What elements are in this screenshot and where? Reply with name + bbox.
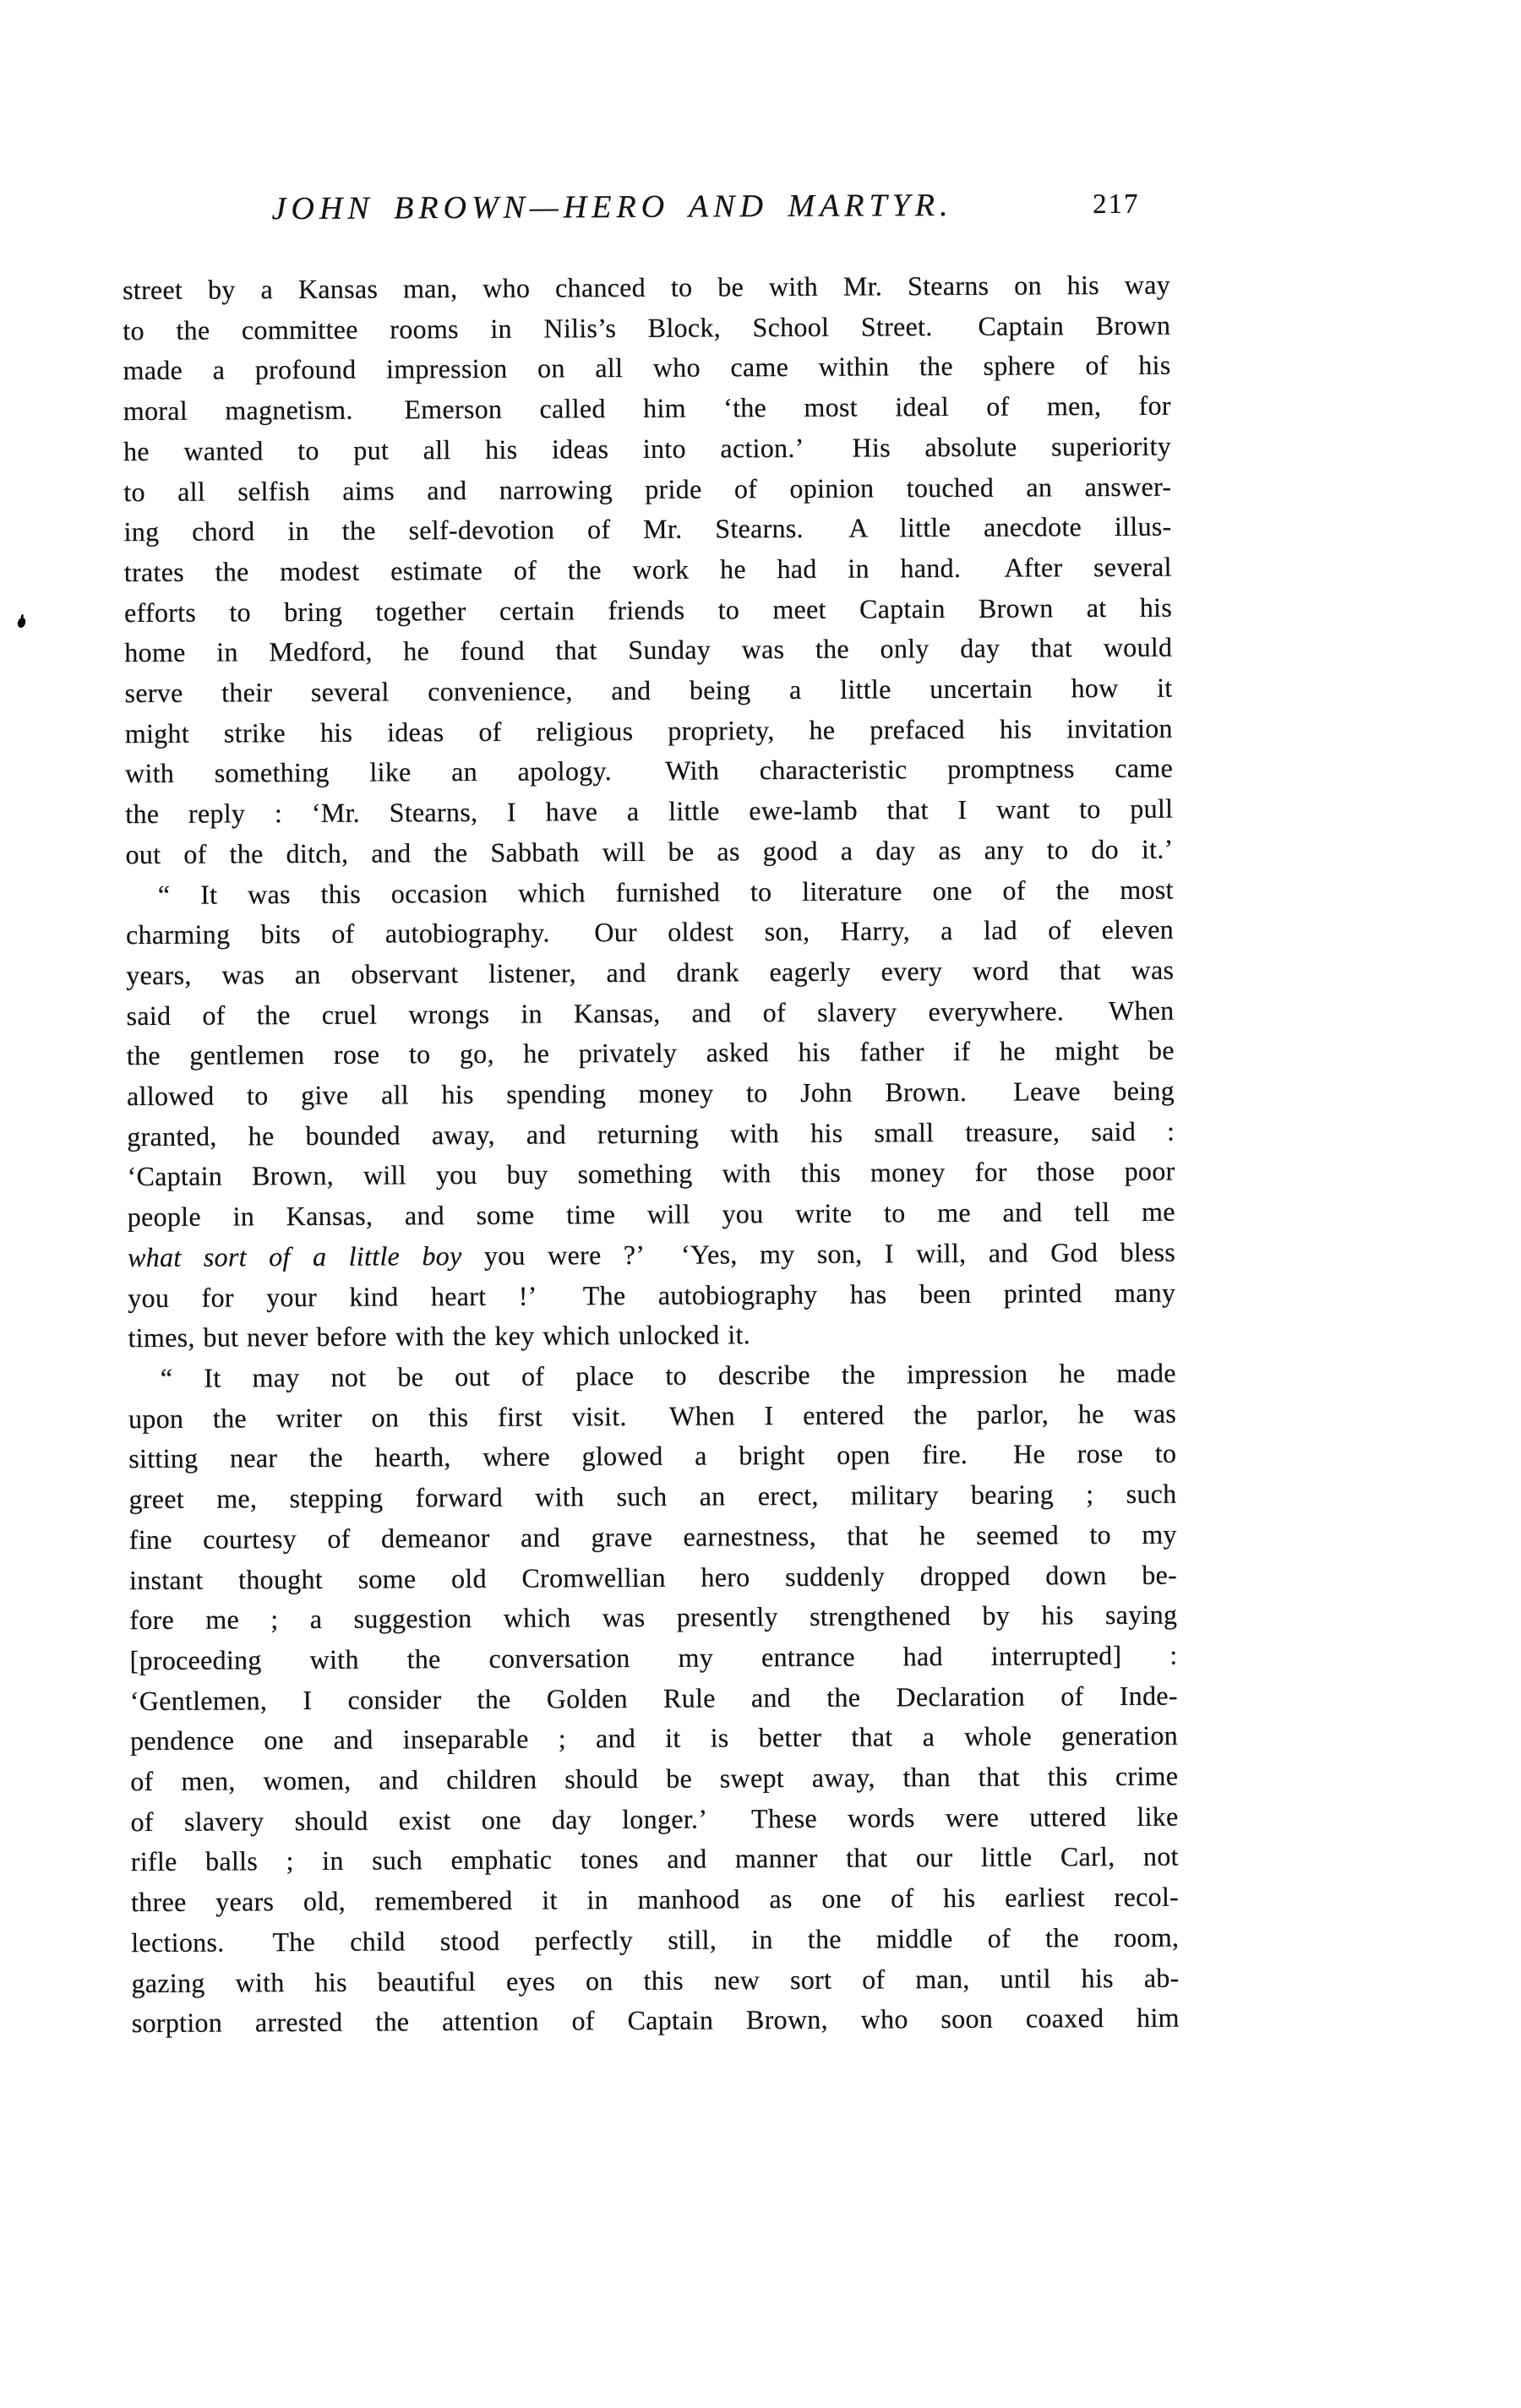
text-line	[128, 1192, 1175, 1238]
text-segment: granted, he bounded away, and returning with his small treasure, said :	[127, 1115, 1175, 1152]
text-line	[126, 869, 1174, 915]
text-segment: upon the writer on this first visit. When I entered the parlor, he was	[128, 1397, 1177, 1434]
text-line	[128, 1434, 1176, 1479]
text-segment: efforts to bring together certain friends to meet Captain Brown at his	[123, 591, 1173, 628]
text-segment: fine courtesy of demeanor and grave earnestness, that he seemed to my	[128, 1518, 1177, 1555]
text-segment: street by a Kansas man, who chanced to be with Mr. Stearns on his way	[122, 269, 1171, 306]
text-line	[128, 1354, 1176, 1399]
text-segment: fore me ; a suggestion which was presently strengthened by his saying	[129, 1599, 1178, 1636]
text-segment: of men, women, and children should be swept away, than that this crime	[130, 1760, 1179, 1797]
text-line	[123, 507, 1171, 553]
text-line	[130, 1796, 1178, 1842]
italic-phrase: what sort of a little boy	[127, 1239, 462, 1272]
text-line	[127, 1031, 1175, 1076]
text-line	[128, 1313, 1175, 1359]
text-line	[123, 305, 1170, 351]
text-line	[123, 346, 1170, 391]
text-line	[124, 668, 1172, 714]
text-segment: people in Kansas, and some time will you write to me and tell me	[127, 1196, 1175, 1233]
text-line	[130, 1757, 1178, 1802]
text-line	[127, 1111, 1175, 1157]
text-segment: you for your kind heart !’ The autobiography has been printed many	[128, 1277, 1176, 1313]
text-segment: “ It was this occasion which furnished to literature one of the most	[157, 874, 1174, 910]
text-segment: moral magnetism. Emerson called him ‘the most ideal of men, for	[123, 390, 1171, 427]
text-segment: ing chord in the self-devotion of Mr. Stearns. A little anecdote illus-	[123, 510, 1172, 548]
text-line	[128, 1232, 1175, 1278]
text-segment: to the committee rooms in Nilis’s Block, School Street. Captain Brown	[123, 309, 1171, 346]
text-line	[131, 1958, 1179, 2003]
text-line	[123, 386, 1171, 432]
text-segment: “ It may not be out of place to describe the impression he made	[160, 1357, 1176, 1393]
paragraph	[126, 869, 1176, 1359]
text-segment: the gentlemen rose to go, he privately asked his father if he might be	[126, 1034, 1175, 1071]
text-segment: allowed to give all his spending money to John Brown. Leave being	[126, 1075, 1175, 1112]
text-segment: sitting near the hearth, where glowed a bright open fire. He rose to	[128, 1438, 1177, 1474]
text-segment: gazing with his beautiful eyes on this new sort of man, until his ab-	[131, 1962, 1180, 1998]
text-line	[127, 1071, 1175, 1117]
text-segment: serve their several convenience, and being a little uncertain how it	[124, 672, 1173, 709]
text-line	[126, 910, 1174, 956]
page-body	[123, 265, 1180, 2044]
text-segment: home in Medford, he found that Sunday was the only day that would	[124, 631, 1173, 668]
text-line	[126, 990, 1174, 1036]
text-line	[132, 1998, 1180, 2044]
text-line	[128, 1474, 1176, 1520]
text-line	[123, 265, 1170, 311]
running-head	[122, 186, 1169, 235]
text-segment: instant thought some old Cromwellian hero suddenly dropped down be-	[128, 1559, 1178, 1595]
text-segment: with something like an apology. With characteristic promptness came	[124, 753, 1174, 789]
text-line	[131, 1837, 1179, 1882]
text-segment: of slavery should exist one day longer.’ These words were uttered like	[130, 1801, 1179, 1837]
text-segment: pendence one and inseparable ; and it is better that a whole generation	[129, 1719, 1179, 1757]
page-number: 217	[1092, 188, 1140, 221]
text-line	[125, 789, 1173, 835]
text-line	[129, 1555, 1177, 1600]
text-line	[126, 951, 1174, 996]
text-segment: years, was an observant listener, and drank eagerly every word that was	[126, 954, 1175, 991]
text-segment: the reply : ‘Mr. Stearns, I have a little ewe-lamb that I want to pull	[125, 793, 1174, 830]
text-segment: three years old, remembered it in manhood as one of his earliest recol-	[130, 1881, 1180, 1918]
text-line	[123, 466, 1171, 512]
text-segment: lections. The child stood perfectly still, in the middle of the room,	[131, 1921, 1180, 1958]
text-segment: [proceeding with the conversation my entrance had interrupted] :	[129, 1639, 1178, 1676]
text-line	[130, 1716, 1178, 1762]
text-segment: you were ?’ ‘Yes, my son, I will, and God bless	[461, 1236, 1176, 1271]
text-line	[129, 1514, 1177, 1560]
text-segment: ‘Captain Brown, will you buy something with this money for those poor	[127, 1156, 1175, 1192]
text-segment: said of the cruel wrongs in Kansas, and of slavery everywhere. When	[126, 994, 1175, 1031]
text-segment: charming bits of autobiography. Our oldest son, Harry, a lad of eleven	[125, 913, 1175, 951]
text-line	[124, 628, 1172, 673]
text-segment: he wanted to put all his ideas into action.’ His absolute superiority	[123, 430, 1172, 466]
text-segment: made a profound impression on all who came within the sphere of his	[123, 350, 1171, 386]
text-line	[125, 749, 1173, 794]
text-line	[124, 587, 1172, 633]
text-line	[125, 708, 1173, 754]
text-line	[124, 548, 1172, 593]
text-segment: sorption arrested the attention of Captain Brown, who soon coaxed him	[131, 2002, 1180, 2039]
paragraph	[128, 1354, 1180, 2044]
text-line	[123, 426, 1171, 471]
text-line	[131, 1877, 1179, 1923]
text-segment: might strike his ideas of religious propriety, he prefaced his invitation	[124, 712, 1173, 749]
text-line	[128, 1393, 1176, 1439]
text-line	[129, 1595, 1177, 1641]
chapter-title: JOHN BROWN—HERO AND MARTYR.	[271, 187, 953, 227]
paragraph	[123, 265, 1174, 875]
text-segment: to all selfish aims and narrowing pride of opinion touched an answer-	[123, 471, 1172, 507]
text-line	[125, 829, 1173, 874]
text-line	[131, 1917, 1179, 1963]
text-segment: ‘Gentlemen, I consider the Golden Rule and the Declaration of Inde-	[129, 1680, 1178, 1716]
text-line	[129, 1636, 1177, 1681]
text-segment: out of the ditch, and the Sabbath will be as good a day as any to do it.’	[125, 833, 1174, 869]
text-segment: greet me, stepping forward with such an erect, military bearing ; such	[128, 1478, 1177, 1515]
text-line	[128, 1272, 1175, 1318]
text-segment: trates the modest estimate of the work he had in hand. After several	[123, 551, 1172, 588]
text-segment: rifle balls ; in such emphatic tones and manner that our little Carl, not	[130, 1841, 1179, 1877]
text-line	[127, 1152, 1175, 1197]
text-line	[130, 1675, 1178, 1721]
text-segment: times, but never before with the key which unlocked it.	[128, 1319, 751, 1354]
